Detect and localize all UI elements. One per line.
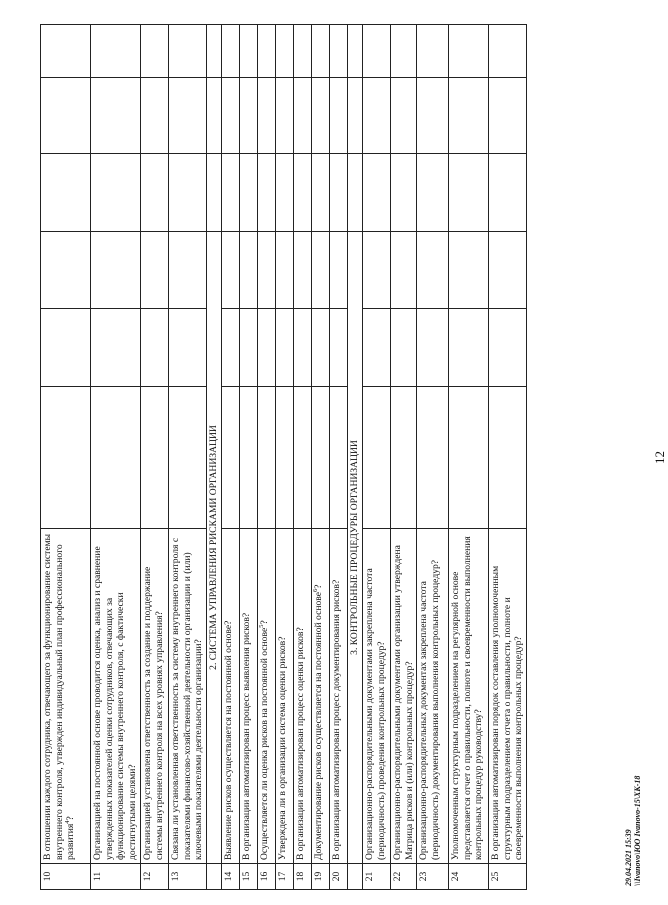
answer-cell xyxy=(312,78,330,154)
row-number: 18 xyxy=(294,864,312,890)
answer-cell xyxy=(258,25,276,78)
table-row xyxy=(449,25,489,890)
answer-cell xyxy=(258,309,276,387)
answer-cell xyxy=(222,387,240,529)
answer-cell xyxy=(391,78,417,154)
table-row xyxy=(91,25,141,890)
question-cell xyxy=(417,529,449,864)
answer-cell xyxy=(141,309,169,387)
answer-cell xyxy=(489,309,527,387)
row-number: 10 xyxy=(41,864,91,890)
answer-cell xyxy=(294,232,312,309)
answer-cell xyxy=(417,309,449,387)
answer-cell xyxy=(294,387,312,529)
answer-cell xyxy=(449,78,489,154)
section-spacer-cell xyxy=(348,864,363,890)
row-number: 16 xyxy=(258,864,276,890)
question-text: Организационно-распорядительных документах закреплена частота (периодичность) документирования выполнения контрольных процедур? xyxy=(418,559,441,860)
answer-cell xyxy=(489,25,527,78)
section-empty-cell xyxy=(348,25,363,78)
answer-cell xyxy=(41,309,91,387)
answer-cell xyxy=(363,25,391,78)
section-row xyxy=(348,25,363,890)
row-number: 25 xyxy=(489,864,527,890)
answer-cell xyxy=(41,232,91,309)
section-row xyxy=(207,25,222,890)
question-cell xyxy=(330,529,348,864)
answer-cell xyxy=(330,232,348,309)
answer-cell xyxy=(312,387,330,529)
row-number: 14 xyxy=(222,864,240,890)
answer-cell xyxy=(276,387,294,529)
question-cell xyxy=(363,529,391,864)
answer-cell xyxy=(391,309,417,387)
answer-cell xyxy=(489,387,527,529)
answer-cell xyxy=(489,78,527,154)
question-text: Документирование рисков осуществляется на постоянной основе xyxy=(313,591,324,860)
section-empty-cell xyxy=(348,78,363,154)
answer-cell xyxy=(294,309,312,387)
answer-cell xyxy=(363,154,391,232)
answer-cell xyxy=(240,154,258,232)
answer-cell xyxy=(489,154,527,232)
question-cell xyxy=(222,529,240,864)
question-cell xyxy=(276,529,294,864)
section-title: 2. СИСТЕМА УПРАВЛЕНИЯ РИСКАМИ ОРГАНИЗАЦИИ xyxy=(207,232,222,864)
question-text: В организации автоматизирован процесс документирования рисков? xyxy=(331,579,342,860)
answer-cell xyxy=(489,232,527,309)
answer-cell xyxy=(449,232,489,309)
answer-cell xyxy=(276,25,294,78)
question-tail: ? xyxy=(259,620,270,625)
row-number: 20 xyxy=(330,864,348,890)
row-number: 13 xyxy=(169,864,207,890)
question-text: Осуществляется ли оценка рисков на постоянной основе xyxy=(259,627,270,860)
table-row xyxy=(489,25,527,890)
question-cell xyxy=(391,529,417,864)
answer-cell xyxy=(417,232,449,309)
table-row xyxy=(258,25,276,890)
answer-cell xyxy=(294,154,312,232)
answer-cell xyxy=(91,387,141,529)
answer-cell xyxy=(363,309,391,387)
answer-cell xyxy=(417,154,449,232)
answer-cell xyxy=(391,25,417,78)
row-number: 22 xyxy=(391,864,417,890)
answer-cell xyxy=(91,78,141,154)
row-number: 24 xyxy=(449,864,489,890)
questionnaire-table xyxy=(40,24,527,890)
answer-cell xyxy=(276,309,294,387)
answer-cell xyxy=(169,387,207,529)
table-row xyxy=(240,25,258,890)
answer-cell xyxy=(276,78,294,154)
answer-cell xyxy=(141,154,169,232)
question-text: Организационно-распорядительными документами организации утверждена Матрица рисков и (или) контрольных процедур? xyxy=(392,545,415,860)
row-number: 21 xyxy=(363,864,391,890)
row-number: 12 xyxy=(141,864,169,890)
answer-cell xyxy=(240,387,258,529)
answer-cell xyxy=(276,232,294,309)
question-cell xyxy=(294,529,312,864)
question-text: Выявление рисков осуществляется на постоянной основе? xyxy=(223,620,234,860)
row-number: 23 xyxy=(417,864,449,890)
stamp-date: 29.04.2021 15:39 xyxy=(624,829,633,886)
answer-cell xyxy=(417,25,449,78)
answer-cell xyxy=(294,25,312,78)
row-number: 11 xyxy=(91,864,141,890)
answer-cell xyxy=(417,78,449,154)
question-cell xyxy=(91,529,141,864)
answer-cell xyxy=(41,154,91,232)
rotated-page xyxy=(40,25,667,890)
answer-cell xyxy=(240,232,258,309)
footnote-marker: 4 xyxy=(64,820,71,824)
question-cell xyxy=(258,529,276,864)
table-row xyxy=(417,25,449,890)
answer-cell xyxy=(330,387,348,529)
question-cell xyxy=(449,529,489,864)
section-empty-cell xyxy=(207,25,222,78)
answer-cell xyxy=(169,25,207,78)
page-number: 12 xyxy=(652,451,667,464)
section-empty-cell xyxy=(207,78,222,154)
answer-cell xyxy=(330,309,348,387)
answer-cell xyxy=(91,25,141,78)
answer-cell xyxy=(363,387,391,529)
table-row xyxy=(391,25,417,890)
table-row xyxy=(276,25,294,890)
question-cell xyxy=(489,529,527,864)
footnote-marker: 5 xyxy=(257,624,265,628)
answer-cell xyxy=(312,232,330,309)
answer-cell xyxy=(258,232,276,309)
answer-cell xyxy=(41,78,91,154)
answer-cell xyxy=(222,154,240,232)
question-cell xyxy=(312,529,330,864)
answer-cell xyxy=(391,232,417,309)
answer-cell xyxy=(312,154,330,232)
answer-cell xyxy=(41,25,91,78)
table-row xyxy=(41,25,91,890)
question-text: Организацией на постоянной основе проводится оценка, анализ и сравнение утвержденных показателей оценки сотрудников, отвечающих за функционирование системы внутреннего контроля, с фактически достигнутыми целями? xyxy=(92,546,138,860)
section-spacer-cell xyxy=(207,864,222,890)
answer-cell xyxy=(330,25,348,78)
answer-cell xyxy=(91,232,141,309)
answer-cell xyxy=(258,78,276,154)
answer-cell xyxy=(222,309,240,387)
answer-cell xyxy=(391,387,417,529)
question-tail: ? xyxy=(65,816,77,821)
table-row xyxy=(330,25,348,890)
question-tail: ? xyxy=(313,584,324,589)
row-number: 19 xyxy=(312,864,330,890)
question-text: В организации автоматизирован процесс выявления рисков? xyxy=(241,612,252,860)
section-title: 3. КОНТРОЛЬНЫЕ ПРОЦЕДУРЫ ОРГАНИЗАЦИИ xyxy=(348,232,363,864)
answer-cell xyxy=(222,232,240,309)
answer-cell xyxy=(141,232,169,309)
table-row xyxy=(312,25,330,890)
answer-cell xyxy=(330,154,348,232)
stamp-path: \\Ivanovo\ЮО Ivanovo-15\ХК-18 xyxy=(633,775,642,886)
answer-cell xyxy=(294,78,312,154)
answer-cell xyxy=(417,387,449,529)
answer-cell xyxy=(449,25,489,78)
answer-cell xyxy=(91,154,141,232)
table-row xyxy=(141,25,169,890)
answer-cell xyxy=(449,387,489,529)
question-cell xyxy=(169,529,207,864)
question-text: Организационно-распорядительными документами закреплена частота (периодичность) проведения контрольных процедур? xyxy=(364,568,387,860)
section-empty-cell xyxy=(207,154,222,232)
answer-cell xyxy=(169,232,207,309)
footnote-marker: 6 xyxy=(311,588,319,592)
answer-cell xyxy=(41,387,91,529)
question-text: В организации автоматизирован процесс оценки рисков? xyxy=(295,627,306,860)
question-text: Связана ли установленная ответственность за систему внутреннего контроля с показателями финансово-хозяйственной деятельности организации и (или) ключевыми показателями деятельности организации? xyxy=(170,537,205,860)
answer-cell xyxy=(169,78,207,154)
section-empty-cell xyxy=(348,154,363,232)
answer-cell xyxy=(276,154,294,232)
answer-cell xyxy=(240,25,258,78)
answer-cell xyxy=(330,78,348,154)
table-row xyxy=(363,25,391,890)
row-number: 15 xyxy=(240,864,258,890)
question-text: Организацией установлена ответственность за создание и поддержание системы внутреннего контроля на всех уровнях управления? xyxy=(142,566,165,860)
answer-cell xyxy=(363,232,391,309)
answer-cell xyxy=(169,309,207,387)
answer-cell xyxy=(240,309,258,387)
question-cell xyxy=(141,529,169,864)
answer-cell xyxy=(141,387,169,529)
answer-cell xyxy=(312,25,330,78)
answer-cell xyxy=(169,154,207,232)
question-text: Утверждена ли в организации система оценки рисков? xyxy=(277,636,288,860)
answer-cell xyxy=(258,154,276,232)
answer-cell xyxy=(91,309,141,387)
answer-cell xyxy=(391,154,417,232)
answer-cell xyxy=(222,25,240,78)
table-row xyxy=(169,25,207,890)
answer-cell xyxy=(141,25,169,78)
answer-cell xyxy=(363,78,391,154)
answer-cell xyxy=(141,78,169,154)
question-text: В организации автоматизирован порядок составления уполномоченным структурным подразделением отчета о правильности, полноте и своевременности выполнения контрольных процедур? xyxy=(490,565,525,860)
row-number: 17 xyxy=(276,864,294,890)
answer-cell xyxy=(449,309,489,387)
table-row xyxy=(294,25,312,890)
answer-cell xyxy=(449,154,489,232)
answer-cell xyxy=(222,78,240,154)
answer-cell xyxy=(258,387,276,529)
question-text: Уполномоченным структурным подразделением на регулярной основе представляется отчет о правильности, полноте и своевременности выполнения контрольных процедур руководству? xyxy=(450,536,485,860)
question-text: В отношении каждого сотрудника, отвечающего за функционирование системы внутреннего контроля, утвержден индивидуальный план профессионального развития xyxy=(42,533,77,860)
question-cell xyxy=(240,529,258,864)
document-stamp xyxy=(624,776,642,886)
question-cell xyxy=(41,529,91,864)
answer-cell xyxy=(240,78,258,154)
table-row xyxy=(222,25,240,890)
answer-cell xyxy=(312,309,330,387)
